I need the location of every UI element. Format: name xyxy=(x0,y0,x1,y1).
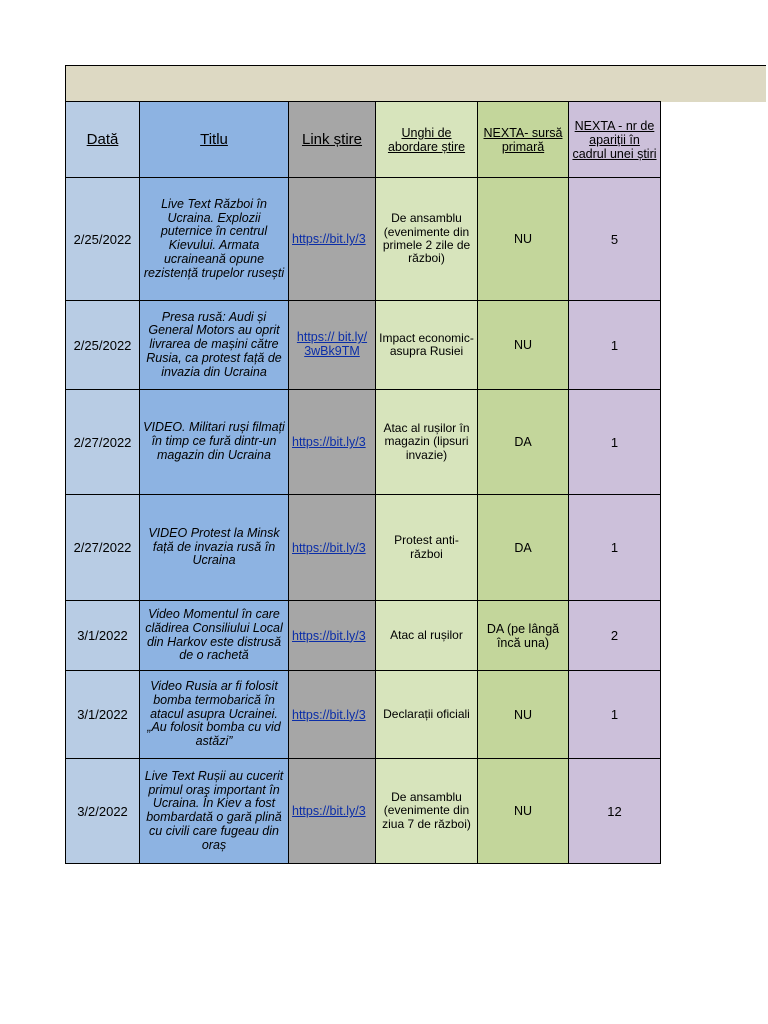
table-row xyxy=(66,495,661,601)
header-link: Link știre xyxy=(289,102,376,178)
cell-titlu: VIDEO. Militari ruși filmați în timp ce fură dintr-un magazin din Ucraina xyxy=(140,390,289,495)
cell-data: 2/27/2022 xyxy=(66,495,140,601)
cell-link[interactable]: https:// bit.ly/ 3wBk9TM xyxy=(296,330,368,358)
table-row xyxy=(66,390,661,495)
cell-unghi: De ansamblu (evenimente din ziua 7 de război) xyxy=(376,759,478,864)
cell-nr-aparitii: 5 xyxy=(569,178,661,301)
cell-unghi: Atac al rușilor în magazin (lipsuri invazie) xyxy=(376,390,478,495)
cell-nr-aparitii: 2 xyxy=(569,601,661,671)
cell-data: 2/27/2022 xyxy=(66,390,140,495)
cell-titlu: Video Rusia ar fi folosit bomba termobarică în atacul asupra Ucrainei. „Au folosit bomba cu vid astăzi” xyxy=(140,671,289,759)
cell-data: 3/2/2022 xyxy=(66,759,140,864)
cell-titlu: Live Text Război în Ucraina. Explozii puternice în centrul Kievului. Armata ucraineană opune rezistență trupelor rusești xyxy=(140,178,289,301)
header-titlu: Titlu xyxy=(140,102,289,178)
table-row xyxy=(66,178,661,301)
header-banner xyxy=(65,65,766,102)
header-nr-aparitii: NEXTA - nr de apariții în cadrul unei știri xyxy=(569,102,661,178)
header-unghi: Unghi de abordare știre xyxy=(376,102,478,178)
cell-nr-aparitii: 12 xyxy=(569,759,661,864)
cell-titlu: Live Text Rușii au cucerit primul oraș important în Ucraina. În Kiev a fost bombardată o gară plină cu civili care fugeau din oraș xyxy=(140,759,289,864)
cell-link[interactable]: https://bit.ly/3 xyxy=(292,435,366,449)
header-row xyxy=(66,102,661,178)
cell-link[interactable]: https://bit.ly/3 xyxy=(292,628,366,643)
cell-link[interactable]: https://bit.ly/3 xyxy=(292,707,366,722)
cell-sursa: NU xyxy=(478,178,569,301)
cell-nr-aparitii: 1 xyxy=(569,671,661,759)
cell-data: 2/25/2022 xyxy=(66,178,140,301)
cell-data: 3/1/2022 xyxy=(66,671,140,759)
cell-sursa: DA (pe lângă încă una) xyxy=(478,601,569,671)
cell-sursa: DA xyxy=(478,495,569,601)
table-row xyxy=(66,301,661,390)
cell-sursa: NU xyxy=(478,671,569,759)
cell-titlu: VIDEO Protest la Minsk față de invazia rusă în Ucraina xyxy=(140,495,289,601)
cell-unghi: Atac al rușilor xyxy=(376,601,478,671)
table-row xyxy=(66,671,661,759)
cell-titlu: Video Momentul în care clădirea Consiliului Local din Harkov este distrusă de o rachetă xyxy=(140,601,289,671)
cell-sursa: NU xyxy=(478,301,569,390)
news-table xyxy=(65,101,661,864)
cell-sursa: DA xyxy=(478,390,569,495)
cell-unghi: De ansamblu (evenimente din primele 2 zile de război) xyxy=(376,178,478,301)
cell-link[interactable]: https://bit.ly/3 xyxy=(292,540,366,555)
header-sursa: NEXTA- sursă primară xyxy=(478,102,569,178)
cell-link[interactable]: https://bit.ly/3 xyxy=(292,804,366,818)
cell-nr-aparitii: 1 xyxy=(569,390,661,495)
cell-unghi: Protest anti-război xyxy=(376,495,478,601)
cell-unghi: Declarații oficiali xyxy=(376,671,478,759)
cell-data: 3/1/2022 xyxy=(66,601,140,671)
cell-unghi: Impact economic-asupra Rusiei xyxy=(376,301,478,390)
cell-nr-aparitii: 1 xyxy=(569,301,661,390)
cell-data: 2/25/2022 xyxy=(66,301,140,390)
cell-sursa: NU xyxy=(478,759,569,864)
table-row xyxy=(66,601,661,671)
cell-nr-aparitii: 1 xyxy=(569,495,661,601)
cell-titlu: Presa rusă: Audi și General Motors au oprit livrarea de mașini către Rusia, ca protest față de invazia din Ucraina xyxy=(140,301,289,390)
header-data: Dată xyxy=(66,102,140,178)
table-row xyxy=(66,759,661,864)
cell-link[interactable]: https://bit.ly/3 xyxy=(292,232,366,246)
